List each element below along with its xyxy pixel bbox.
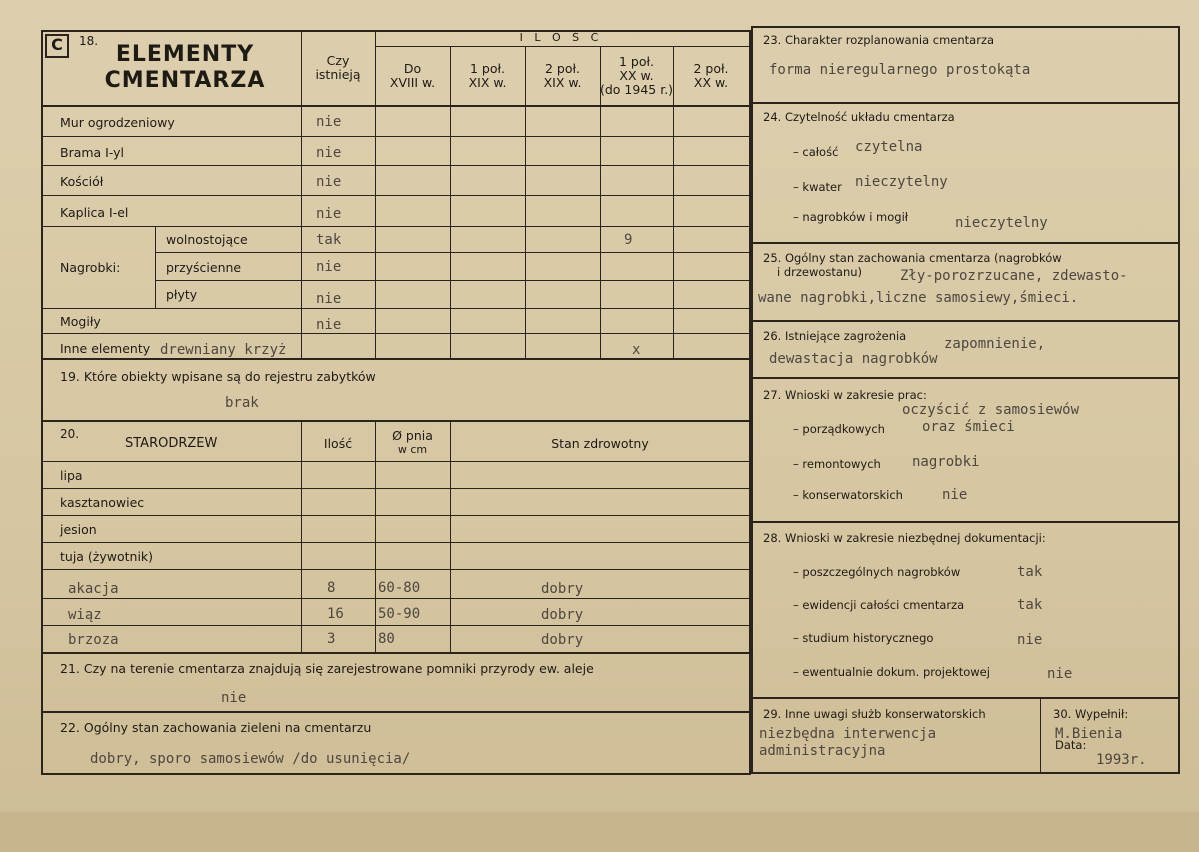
tree-jesion: jesion (60, 522, 97, 537)
sec19-label: 19. Które obiekty wpisane są do rejestru zabytków (60, 369, 376, 384)
tree-akacja-species: akacja (68, 581, 119, 597)
tree-lipa: lipa (60, 468, 83, 483)
sec28-item1-value: tak (1017, 564, 1043, 580)
tree-wiaz-diam: 50-90 (378, 606, 421, 622)
sec22-label: 22. Ogólny stan zachowania zieleni na cmentarzu (60, 720, 372, 735)
tree-brzoza-qty: 3 (327, 631, 336, 647)
sec26-label: 26. Istniejące zagrożenia (763, 329, 907, 343)
sec28-item3-label: – studium historycznego (793, 631, 934, 645)
sec24-item2-value: nieczytelny (855, 174, 948, 190)
row-przyscienne-label: przyścienne (166, 260, 242, 275)
row-kosciol-exists: nie (316, 174, 342, 190)
tree-wiaz-species: wiąz (68, 607, 102, 623)
sec24-item1-value: czytelna (855, 139, 923, 155)
col-qty: Ilość (323, 436, 353, 451)
row-przyscienne-exists: nie (316, 259, 342, 275)
tree-kasztanowiec: kasztanowiec (60, 495, 145, 510)
tree-brzoza-diam: 80 (378, 631, 395, 647)
col-health: Stan zdrowotny (551, 436, 649, 451)
tree-wiaz-qty: 16 (327, 606, 344, 622)
row-wolnostojace-exists: tak (316, 232, 342, 248)
ilosc-header: I L O Ś Ć (519, 31, 603, 44)
sec26-value-l2: dewastacja nagrobków (769, 351, 938, 367)
period-4-l2: XX w. (619, 68, 654, 83)
tree-akacja-diam: 60-80 (378, 580, 421, 596)
row-brama-exists: nie (316, 145, 342, 161)
sec22-value: dobry, sporo samosiewów /do usunięcia/ (90, 751, 411, 767)
tree-brzoza-health: dobry (541, 632, 584, 648)
tree-wiaz-health: dobry (541, 607, 584, 623)
tree-brzoza-species: brzoza (68, 632, 119, 648)
row-inne-p4: x (632, 342, 641, 358)
row-brama-label: Brama I-yl (60, 145, 125, 160)
nagrobki-label: Nagrobki: (60, 260, 121, 275)
sec29-value-l2: administracyjna (759, 743, 886, 759)
sec27-item1-label: – porządkowych (793, 422, 885, 436)
sec18-title-line1: ELEMENTY (115, 42, 255, 67)
row-mur-exists: nie (316, 114, 342, 130)
period-3-l1: 2 poł. (544, 61, 581, 76)
sec27-item3-value: nie (942, 487, 968, 503)
period-2-l1: 1 poł. (469, 61, 506, 76)
row-mogily-label: Mogiły (60, 314, 101, 329)
row-kaplica-exists: nie (316, 206, 342, 222)
sec19-value: brak (225, 395, 259, 411)
sec28-item4-label: – ewentualnie dokum. projektowej (793, 665, 990, 679)
row-wolnostojace-label: wolnostojące (166, 232, 248, 247)
sec30-label: 30. Wypełnił: (1053, 707, 1129, 721)
sec25-value-l2: wane nagrobki,liczne samosiewy,śmieci. (758, 290, 1079, 306)
sec30-date-label: Data: (1055, 738, 1087, 752)
sec25-value-l1: Zły-porozrzucane, zdewasto- (900, 268, 1128, 284)
row-kaplica-label: Kaplica I-el (60, 205, 129, 220)
sec20-title: STARODRZEW (125, 436, 218, 451)
tree-akacja-qty: 8 (327, 580, 336, 596)
sec18-number: 18. (79, 34, 99, 48)
sec27-item3-label: – konserwatorskich (793, 488, 903, 502)
period-3-l2: XIX w. (543, 75, 582, 90)
period-2-l2: XIX w. (468, 75, 507, 90)
row-kosciol-label: Kościół (60, 174, 104, 189)
sec26-value-l1: zapomnienie, (944, 336, 1046, 352)
sec25-label-l1: 25. Ogólny stan zachowania cmentarza (nagrobków (763, 251, 1062, 265)
row-mur-label: Mur ogrodzeniowy (60, 115, 175, 130)
period-5-l1: 2 poł. (693, 61, 729, 76)
sec28-item2-label: – ewidencji całości cmentarza (793, 598, 965, 612)
sec23-value: forma nieregularnego prostokąta (769, 62, 1031, 78)
sec24-item2-label: – kwater (793, 180, 842, 194)
sec24-item3-label: – nagrobków i mogił (793, 210, 909, 224)
tree-akacja-health: dobry (541, 581, 584, 597)
sec27-item1-value-l2: oraz śmieci (922, 419, 1015, 435)
sec24-label: 24. Czytelność układu cmentarza (763, 110, 955, 124)
col-exists-l2: istnieją (315, 67, 361, 82)
sec24-item1-label: – całość (793, 145, 839, 159)
sec28-item4-value: nie (1047, 666, 1073, 682)
sec29-value-l1: niezbędna interwencja (759, 726, 937, 742)
col-diam-l1: Ø pnia (392, 428, 433, 443)
sec27-label: 27. Wnioski w zakresie prac: (763, 388, 927, 402)
sec27-item2-label: – remontowych (793, 457, 881, 471)
row-inne-label: Inne elementy (60, 341, 151, 356)
period-4-l3: (do 1945 r.) (600, 82, 674, 97)
sec28-item1-label: – poszczególnych nagrobków (793, 565, 961, 579)
col-exists-l1: Czy (326, 53, 350, 68)
col-diam-l2: w cm (397, 443, 428, 456)
sec28-item3-value: nie (1017, 632, 1043, 648)
sec27-item2-value: nagrobki (912, 454, 980, 470)
sec20-number: 20. (60, 427, 80, 441)
sec21-value: nie (221, 690, 247, 706)
period-1-l1: Do (403, 61, 422, 76)
row-plyty-exists: nie (316, 291, 342, 307)
sec24-item3-value: nieczytelny (955, 215, 1048, 231)
sec30-name: M.Bienia (1055, 726, 1123, 742)
sec21-label: 21. Czy na terenie cmentarza znajdują się zarejestrowane pomniki przyrody ew. aleje (60, 661, 594, 676)
section-letter-box: C (45, 34, 69, 58)
period-1-l2: XVIII w. (389, 75, 436, 90)
sec28-label: 28. Wnioski w zakresie niezbędnej dokumentacji: (763, 531, 1046, 545)
tree-tuja: tuja (żywotnik) (60, 549, 154, 564)
sec23-label: 23. Charakter rozplanowania cmentarza (763, 33, 995, 47)
row-plyty-label: płyty (166, 287, 198, 302)
row-mogily-exists: nie (316, 317, 342, 333)
sec18-title-line2: CMENTARZA (104, 68, 266, 93)
row-inne-value: drewniany krzyż (160, 342, 287, 358)
sec27-item1-value-l1: oczyścić z samosiewów (902, 402, 1080, 418)
sec29-label: 29. Inne uwagi służb konserwatorskich (763, 707, 986, 721)
card-bottom-edge (0, 812, 1199, 852)
sec25-label-l2: i drzewostanu) (777, 265, 863, 279)
period-5-l2: XX w. (693, 75, 729, 90)
sec28-item2-value: tak (1017, 597, 1043, 613)
row-wolnostojace-p4: 9 (624, 232, 633, 248)
sec30-date: 1993r. (1096, 752, 1147, 768)
period-4-l1: 1 poł. (618, 54, 655, 69)
